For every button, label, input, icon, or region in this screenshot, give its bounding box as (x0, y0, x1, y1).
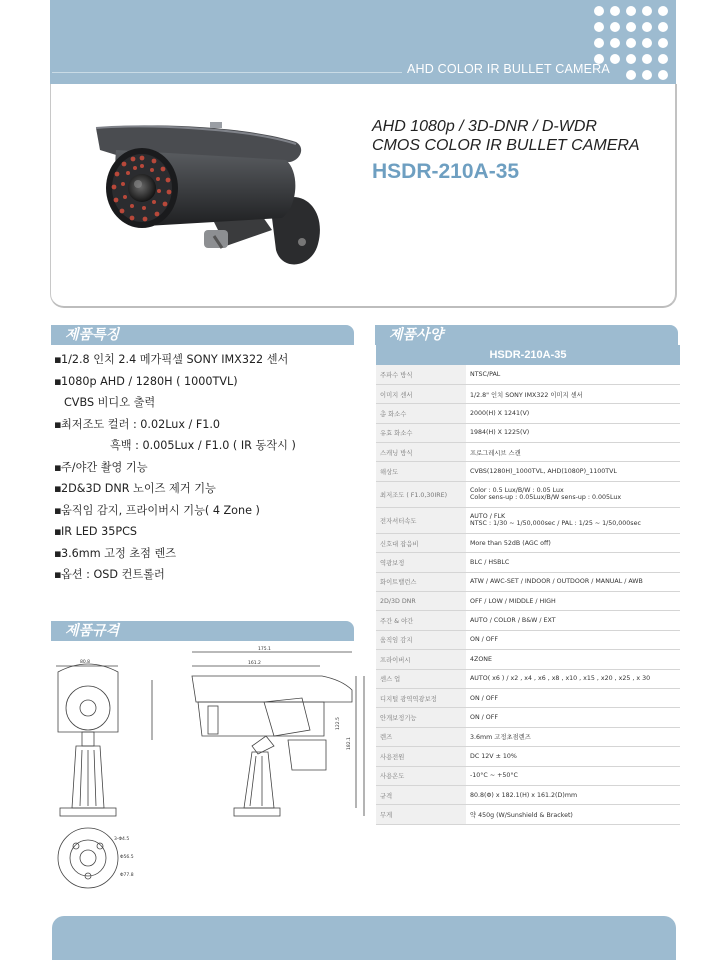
spec-label: 무게 (376, 805, 466, 824)
spec-value: DC 12V ± 10% (466, 747, 680, 766)
feature-item: 흑백 : 0.005Lux / F1.0 ( IR 동작시 ) (110, 439, 296, 452)
headline-line-2: CMOS COLOR IR BULLET CAMERA (372, 137, 640, 154)
decorative-dot (626, 54, 636, 64)
decorative-dot (658, 38, 668, 48)
feature-item: ▪1/2.8 인치 2.4 메가픽셀 SONY IMX322 센서 (54, 353, 289, 366)
spec-value: 약 450g (W/Sunshield & Bracket) (466, 805, 680, 824)
spec-label: 안개보정기능 (376, 708, 466, 727)
feature-list (54, 349, 354, 586)
spec-row (376, 611, 680, 630)
spec-row (376, 533, 680, 552)
decorative-dot (642, 22, 652, 32)
decorative-dot (594, 38, 604, 48)
spec-row (376, 462, 680, 481)
spec-value: ON / OFF (466, 708, 680, 727)
decorative-dot (610, 54, 620, 64)
dim-label: 175.1 (258, 647, 271, 652)
spec-label: 유효 화소수 (376, 423, 466, 442)
spec-label: 스캐닝 방식 (376, 443, 466, 462)
spec-value: More than 52dB (AGC off) (466, 533, 680, 552)
feature-item: CVBS 비디오 출력 (64, 396, 156, 409)
spec-label: 디지털 광역역광보정 (376, 688, 466, 707)
spec-value: 프로그레시브 스캔 (466, 443, 680, 462)
spec-label: 전자셔터속도 (376, 507, 466, 533)
banner-category: AHD COLOR IR BULLET CAMERA (407, 62, 610, 76)
spec-value: ATW / AWC-SET / INDOOR / OUTDOOR / MANUAL / AWB (466, 572, 680, 591)
spec-row (376, 747, 680, 766)
spec-row (376, 785, 680, 804)
headline-line-1: AHD 1080p / 3D-DNR / D-WDR (372, 118, 597, 135)
spec-row (376, 572, 680, 591)
spec-label: 화이트밸런스 (376, 572, 466, 591)
feature-item: ▪1080p AHD / 1280H ( 1000TVL) (54, 374, 238, 388)
spec-row (376, 423, 680, 442)
spec-label: 규격 (376, 785, 466, 804)
spec-label: 프라이버시 (376, 650, 466, 669)
decorative-dot (658, 70, 668, 80)
banner-divider (52, 72, 402, 73)
decorative-dot (610, 22, 620, 32)
spec-row (376, 592, 680, 611)
spec-value: 80.8(Φ) x 182.1(H) x 161.2(D)mm (466, 785, 680, 804)
spec-row (376, 384, 680, 403)
dimension-drawing (52, 640, 372, 890)
features-header: 제품특징 (51, 325, 354, 345)
spec-label: 움직임 감지 (376, 630, 466, 649)
spec-value: CVBS(1280H)_1000TVL, AHD(1080P)_1100TVL (466, 462, 680, 481)
model-title: HSDR-210A-35 (372, 160, 520, 183)
spec-label: 신호대 잡음비 (376, 533, 466, 552)
spec-label: 이미지 센서 (376, 384, 466, 403)
spec-row (376, 365, 680, 384)
decorative-dot (594, 6, 604, 16)
decorative-dot (642, 70, 652, 80)
decorative-dot (658, 54, 668, 64)
spec-value: BLC / HSBLC (466, 553, 680, 572)
feature-item: ▪옵션 : OSD 컨트롤러 (54, 568, 165, 581)
spec-row (376, 805, 680, 824)
decorative-dot (626, 22, 636, 32)
spec-label: 사용전원 (376, 747, 466, 766)
spec-row (376, 507, 680, 533)
spec-label: 렌즈 (376, 727, 466, 746)
spec-label: 최저조도 ( F1.0,30IRE) (376, 481, 466, 507)
spec-row (376, 669, 680, 688)
spec-value: AUTO / FLK NTSC : 1/30 ~ 1/50,000sec / PAL : 1/25 ~ 1/50,000sec (466, 507, 680, 533)
spec-row (376, 481, 680, 507)
dimension-header: 제품규격 (51, 621, 354, 641)
spec-value: 3.6mm 고정초점렌즈 (466, 727, 680, 746)
feature-item: ▪IR LED 35PCS (54, 525, 137, 538)
spec-label: 역광보정 (376, 553, 466, 572)
spec-label: 2D/3D DNR (376, 592, 466, 611)
spec-value: NTSC/PAL (466, 365, 680, 384)
spec-value: OFF / LOW / MIDDLE / HIGH (466, 592, 680, 611)
feature-item: ▪주/야간 촬영 기능 (54, 460, 148, 474)
feature-item: ▪3.6mm 고정 초점 렌즈 (54, 546, 177, 560)
dim-label: Φ56.5 (120, 855, 134, 860)
decorative-dot (610, 38, 620, 48)
dim-label: 3-Φ4.5 (114, 837, 130, 842)
spec-row (376, 688, 680, 707)
decorative-dot (658, 6, 668, 16)
camera-product-image (86, 118, 326, 274)
spec-label: 주파수 방식 (376, 365, 466, 384)
feature-item: ▪움직임 감지, 프라이버시 기능( 4 Zone ) (54, 503, 260, 517)
spec-header: 제품사양 (375, 325, 678, 345)
dim-label: 122.5 (336, 717, 341, 730)
spec-row (376, 630, 680, 649)
feature-item: ▪2D&3D DNR 노이즈 제거 기능 (54, 482, 216, 495)
spec-row (376, 766, 680, 785)
spec-value: Color : 0.5 Lux/B/W : 0.05 Lux Color sens-up : 0.05Lux/B/W sens-up : 0.005Lux (466, 481, 680, 507)
spec-value: ON / OFF (466, 630, 680, 649)
spec-row (376, 443, 680, 462)
spec-value: 2000(H) X 1241(V) (466, 404, 680, 423)
decorative-dot (626, 70, 636, 80)
dim-label: 182.1 (347, 737, 352, 750)
dim-label: Φ77.8 (120, 873, 134, 878)
spec-value: AUTO( x6 ) / x2 , x4 , x6 , x8 , x10 , x15 , x20 , x25 , x 30 (466, 669, 680, 688)
dim-label: 161.2 (248, 661, 261, 666)
spec-value: 1984(H) X 1225(V) (466, 423, 680, 442)
spec-table (376, 345, 680, 825)
dim-label: 80.8 (80, 660, 91, 665)
spec-row (376, 708, 680, 727)
spec-row (376, 727, 680, 746)
spec-row (376, 404, 680, 423)
decorative-dot (594, 22, 604, 32)
spec-label: 총 화소수 (376, 404, 466, 423)
spec-value: -10°C ~ +50°C (466, 766, 680, 785)
decorative-dot (626, 38, 636, 48)
spec-value: AUTO / COLOR / B&W / EXT (466, 611, 680, 630)
spec-row (376, 553, 680, 572)
decorative-dot (642, 6, 652, 16)
spec-value: 4ZONE (466, 650, 680, 669)
spec-label: 센스 업 (376, 669, 466, 688)
feature-item: ▪최저조도 컬러 : 0.02Lux / F1.0 (54, 417, 221, 431)
spec-value: ON / OFF (466, 688, 680, 707)
decorative-dot (642, 54, 652, 64)
spec-value: 1/2.8" 인치 SONY IMX322 이미지 센서 (466, 384, 680, 403)
decorative-dot (626, 6, 636, 16)
spec-label: 사용온도 (376, 766, 466, 785)
decorative-dot (610, 6, 620, 16)
bottom-banner (52, 916, 676, 960)
decorative-dot (658, 22, 668, 32)
spec-row (376, 650, 680, 669)
spec-model-header: HSDR-210A-35 (376, 345, 680, 365)
spec-label: 해상도 (376, 462, 466, 481)
spec-label: 주간 & 야간 (376, 611, 466, 630)
decorative-dot (642, 38, 652, 48)
